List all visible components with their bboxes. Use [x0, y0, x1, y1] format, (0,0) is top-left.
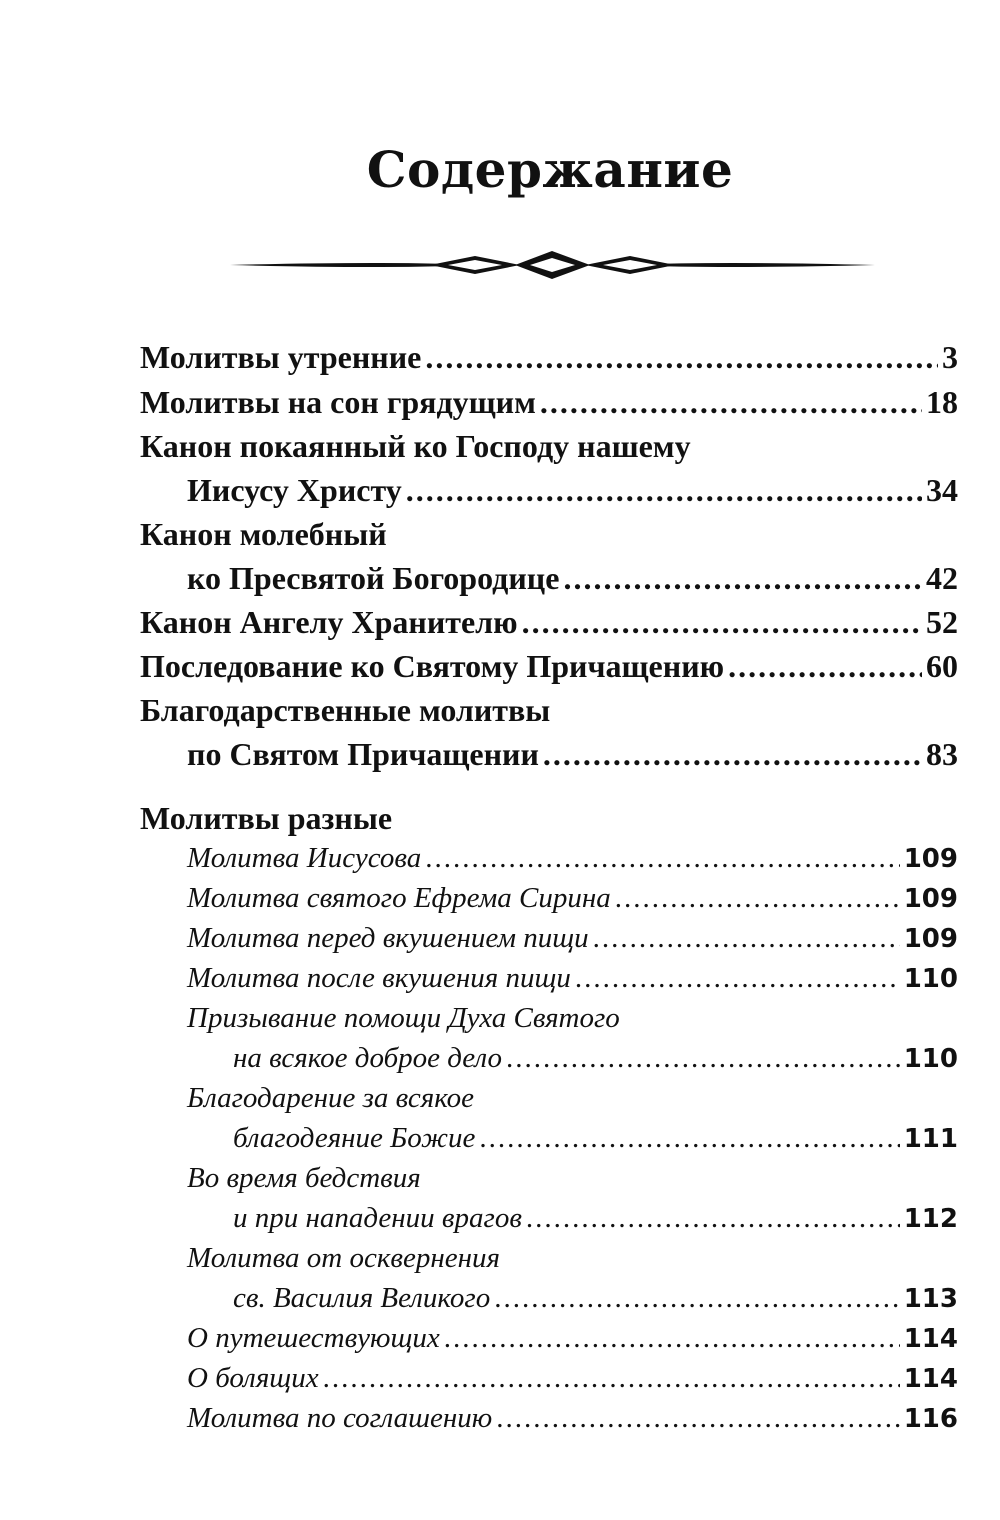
leader-dots	[575, 958, 900, 998]
toc-subitem-title: Молитва святого Ефрема Сирина	[187, 882, 611, 914]
toc-subitem-page: 109	[903, 884, 958, 914]
toc-item[interactable]	[187, 732, 958, 776]
toc-item-title: Канон покаянный ко Господу нашему	[140, 428, 691, 464]
leader-dots	[728, 644, 922, 688]
toc-item-title: Канон молебный	[140, 516, 387, 552]
toc-subitem[interactable]	[187, 958, 958, 998]
toc-subitem-line1[interactable]	[187, 998, 958, 1038]
toc-item[interactable]	[140, 600, 958, 644]
toc-subitem-title: Молитва по соглашению	[187, 1402, 493, 1434]
leader-dots	[522, 600, 922, 644]
toc-subitem-page: 109	[903, 844, 958, 874]
leader-dots	[496, 1398, 900, 1438]
section-heading-text: Молитвы разные	[140, 800, 393, 836]
toc-subitem-line1[interactable]	[187, 1238, 958, 1278]
toc-item-page: 52	[926, 604, 958, 640]
toc-item[interactable]	[140, 380, 958, 424]
toc-subitem-title: О путешествующих	[187, 1322, 440, 1354]
toc-subitem[interactable]	[233, 1198, 958, 1238]
toc-subitem-page: 113	[903, 1284, 958, 1314]
leader-dots	[543, 732, 922, 776]
toc-subitem-title: Молитва перед вкушением пищи	[187, 922, 589, 954]
toc-item-title: ко Пресвятой Богородице	[187, 560, 560, 596]
toc-item-title: Последование ко Святому Причащению	[140, 648, 725, 684]
toc-subitem[interactable]	[187, 878, 958, 918]
toc-item-title: Канон Ангелу Хранителю	[140, 604, 518, 640]
toc-subitem-page: 112	[903, 1204, 958, 1234]
toc-subitem-page: 110	[903, 964, 958, 994]
toc-subitem-line1[interactable]	[187, 1078, 958, 1118]
leader-dots	[494, 1278, 900, 1318]
toc-subitem[interactable]	[187, 1318, 958, 1358]
toc-subitem-page: 114	[903, 1324, 958, 1354]
page-title: Содержание	[366, 140, 734, 199]
toc-item-page: 3	[942, 339, 958, 375]
leader-dots	[479, 1118, 899, 1158]
toc-item-page: 42	[926, 560, 958, 596]
leader-dots	[444, 1318, 900, 1358]
toc-subitem[interactable]	[233, 1278, 958, 1318]
toc-item-line1[interactable]	[140, 512, 958, 556]
toc-subitem-line1[interactable]	[187, 1158, 958, 1198]
toc-subitem[interactable]	[233, 1118, 958, 1158]
toc-item-page: 34	[926, 472, 958, 508]
toc-item-title: Молитвы на сон грядущим	[140, 384, 536, 420]
section-heading	[140, 796, 958, 840]
toc-item-line1[interactable]	[140, 424, 958, 468]
leader-dots	[615, 878, 900, 918]
toc-item-line1[interactable]	[140, 688, 958, 732]
toc-subitem[interactable]	[187, 1398, 958, 1438]
toc-subitem[interactable]	[187, 1358, 958, 1398]
toc-subitem-title: Молитва Иисусова	[187, 842, 422, 874]
toc-item[interactable]	[187, 556, 958, 600]
toc-item[interactable]	[140, 335, 958, 379]
leader-dots	[425, 838, 899, 878]
leader-dots	[593, 918, 900, 958]
toc-item-title: Иисусу Христу	[187, 472, 402, 508]
toc-subitem-title: Молитва после вкушения пищи	[187, 962, 571, 994]
toc-subitem[interactable]	[187, 838, 958, 878]
toc-subitem-title: Призывание помощи Духа Святого	[187, 1002, 620, 1034]
leader-dots	[406, 468, 922, 512]
toc-item-title: по Святом Причащении	[187, 736, 539, 772]
leader-dots	[323, 1358, 900, 1398]
leader-dots	[526, 1198, 900, 1238]
toc-subitem-page: 116	[903, 1404, 958, 1434]
leader-dots	[540, 380, 922, 424]
toc-item-page: 60	[926, 648, 958, 684]
toc-subitem-title: св. Василия Великого	[233, 1282, 491, 1314]
toc-subitem-title: Молитва от осквернения	[187, 1242, 500, 1274]
toc-item-page: 83	[926, 736, 958, 772]
toc-subitem-page: 111	[903, 1124, 958, 1154]
leader-dots	[506, 1038, 900, 1078]
toc-subitem-title: и при нападении врагов	[233, 1202, 522, 1234]
toc-subitem-title: на всякое доброе дело	[233, 1042, 502, 1074]
toc-subitem-page: 114	[903, 1364, 958, 1394]
toc-item[interactable]	[187, 468, 958, 512]
toc-subitem-page: 110	[903, 1044, 958, 1074]
toc-subitem[interactable]	[187, 918, 958, 958]
toc-item[interactable]	[140, 644, 958, 688]
toc-subitem-title: благодеяние Божие	[233, 1122, 476, 1154]
toc-subitem-title: Благодарение за всякое	[187, 1082, 475, 1114]
toc-item-title: Молитвы утренние	[140, 339, 422, 375]
leader-dots	[563, 556, 922, 600]
toc-subitem[interactable]	[233, 1038, 958, 1078]
toc-subitem-title: Во время бедствия	[187, 1162, 421, 1194]
toc-subitem-title: О болящих	[187, 1362, 319, 1394]
toc-subitem-page: 109	[903, 924, 958, 954]
toc-item-title: Благодарственные молитвы	[140, 692, 551, 728]
toc-item-page: 18	[926, 384, 958, 420]
ornament-divider	[230, 245, 875, 285]
leader-dots	[425, 335, 938, 379]
